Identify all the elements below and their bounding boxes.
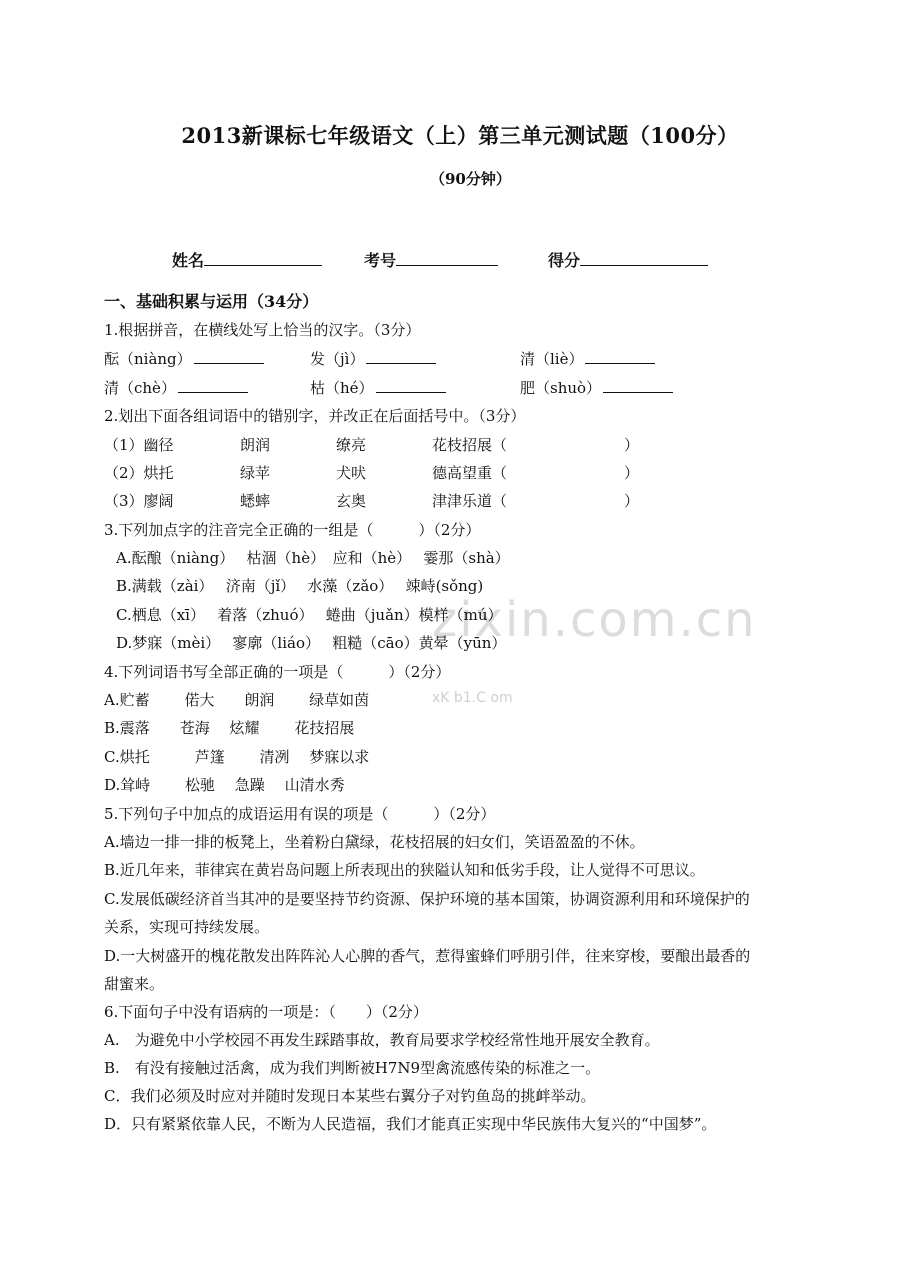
answer-blank[interactable]: [603, 378, 673, 393]
q1-item: 清（chè）: [104, 378, 248, 398]
q1-item: 枯（hé）: [310, 378, 446, 398]
q3-option-d: D.梦寐（mèi） 寥廓（liáo） 粗糙（cāo）黄晕（yūn）: [116, 634, 507, 652]
q6-option-d: D．只有紧紧依靠人民，不断为人民造福，我们才能真正实现中华民族伟大复兴的“中国梦”。: [104, 1115, 717, 1133]
q2-word: 绿苹: [240, 464, 271, 482]
answer-blank[interactable]: [376, 378, 446, 393]
q5-option-d-cont: 甜蜜来。: [104, 975, 165, 993]
q2-word: （1）幽径: [104, 436, 174, 454]
score-field[interactable]: [548, 248, 708, 271]
q5-option-d: D.一大树盛开的槐花散发出阵阵沁人心脾的香气，惹得蜜蜂们呼朋引伴，往来穿梭，要酿出最香的: [104, 947, 751, 965]
q2-word: 犬吠: [336, 464, 367, 482]
q2-word: 蟋蟀: [240, 492, 271, 510]
q4-option-b: B.震落 苍海 炫耀 花技招展: [104, 719, 355, 737]
q1-item: 肥（shuò）: [520, 378, 673, 398]
q6-option-b: B. 有没有接触过活禽，成为我们判断被H7N9型禽流感传染的标准之一。: [104, 1059, 601, 1077]
question-3: 3.下列加点字的注音完全正确的一组是（ ）（2分）: [104, 521, 481, 539]
q6-option-a: A. 为避免中小学校园不再发生踩踏事故，教育局要求学校经常性地开展安全教育。: [104, 1031, 660, 1049]
q4-option-a: A.贮蓄 偌大 朗润 绿草如茵: [104, 691, 370, 709]
question-1: 1.根据拼音，在横线处写上恰当的汉字。（3分）: [104, 321, 421, 339]
question-5: 5.下列句子中加点的成语运用有误的项是（ ）（2分）: [104, 805, 496, 823]
q2-word: 朗润: [240, 436, 271, 454]
section-heading: 一、基础积累与运用（34分）: [104, 292, 319, 311]
q2-word: （3）廖阔: [104, 492, 174, 510]
q2-word: 玄奥: [336, 492, 367, 510]
watermark: zixin.com.cn: [432, 592, 757, 648]
q5-option-a: A.墙边一排一排的板凳上，坐着粉白黛绿，花枝招展的妇女们，笑语盈盈的不休。: [104, 833, 645, 851]
name-label: 姓名: [172, 251, 205, 270]
question-2: 2.划出下面各组词语中的错别字，并改正在后面括号中。（3分）: [104, 407, 526, 425]
q5-option-b: B.近几年来，菲律宾在黄岩岛问题上所表现出的狭隘认知和低劣手段，让人觉得不可思议。: [104, 861, 705, 879]
q2-word: 缭亮: [336, 436, 367, 454]
q4-option-d: D.耸峙 松驰 急躁 山清水秀: [104, 776, 345, 794]
q2-close: ）: [624, 436, 640, 454]
question-4: 4.下列词语书写全部正确的一项是（ ）（2分）: [104, 663, 451, 681]
q5-option-c-cont: 关系，实现可持续发展。: [104, 918, 270, 936]
q6-option-c: C．我们必须及时应对并随时发现日本某些右翼分子对钓鱼岛的挑衅举动。: [104, 1087, 596, 1105]
number-blank[interactable]: [396, 251, 498, 266]
q3-option-a: A.酝酿（niàng） 枯涸（hè） 应和（hè） 霎那（shà）: [116, 549, 510, 567]
q2-word: 德高望重（: [432, 464, 508, 482]
number-label: 考号: [364, 251, 397, 270]
q1-item: 发（jì）: [310, 349, 436, 369]
exam-title: 2013新课标七年级语文（上）第三单元测试题（100分）: [181, 123, 739, 148]
number-field[interactable]: [364, 248, 498, 271]
q1-item: 清（liè）: [520, 349, 655, 369]
score-label: 得分: [548, 251, 581, 270]
name-field[interactable]: [172, 248, 322, 271]
question-6: 6.下面句子中没有语病的一项是：（ ）（2分）: [104, 1003, 428, 1021]
answer-blank[interactable]: [366, 349, 436, 364]
answer-blank[interactable]: [178, 378, 248, 393]
watermark-small: xK b1.C om: [432, 690, 513, 706]
answer-blank[interactable]: [194, 349, 264, 364]
q2-word: 花枝招展（: [432, 436, 508, 454]
q3-option-c: C.栖息（xī） 着落（zhuó） 蜷曲（juǎn）模样（mú）: [116, 606, 503, 624]
q1-item: 酝（niàng）: [104, 349, 264, 369]
q2-word: （2）烘托: [104, 464, 174, 482]
q2-word: 津津乐道（: [432, 492, 508, 510]
q4-option-c: C.烘托 芦篷 清冽 梦寐以求: [104, 748, 370, 766]
exam-duration: （90分钟）: [430, 170, 511, 188]
q2-close: ）: [624, 492, 640, 510]
q5-option-c: C.发展低碳经济首当其冲的是要坚持节约资源、保护环境的基本国策，协调资源利用和环境保护的: [104, 890, 750, 908]
answer-blank[interactable]: [585, 349, 655, 364]
q3-option-b: B.满载（zài） 济南（jǐ） 水藻（zǎo） 竦峙(sǒng): [116, 577, 484, 595]
q2-close: ）: [624, 464, 640, 482]
name-blank[interactable]: [204, 251, 322, 266]
score-blank[interactable]: [580, 251, 708, 266]
